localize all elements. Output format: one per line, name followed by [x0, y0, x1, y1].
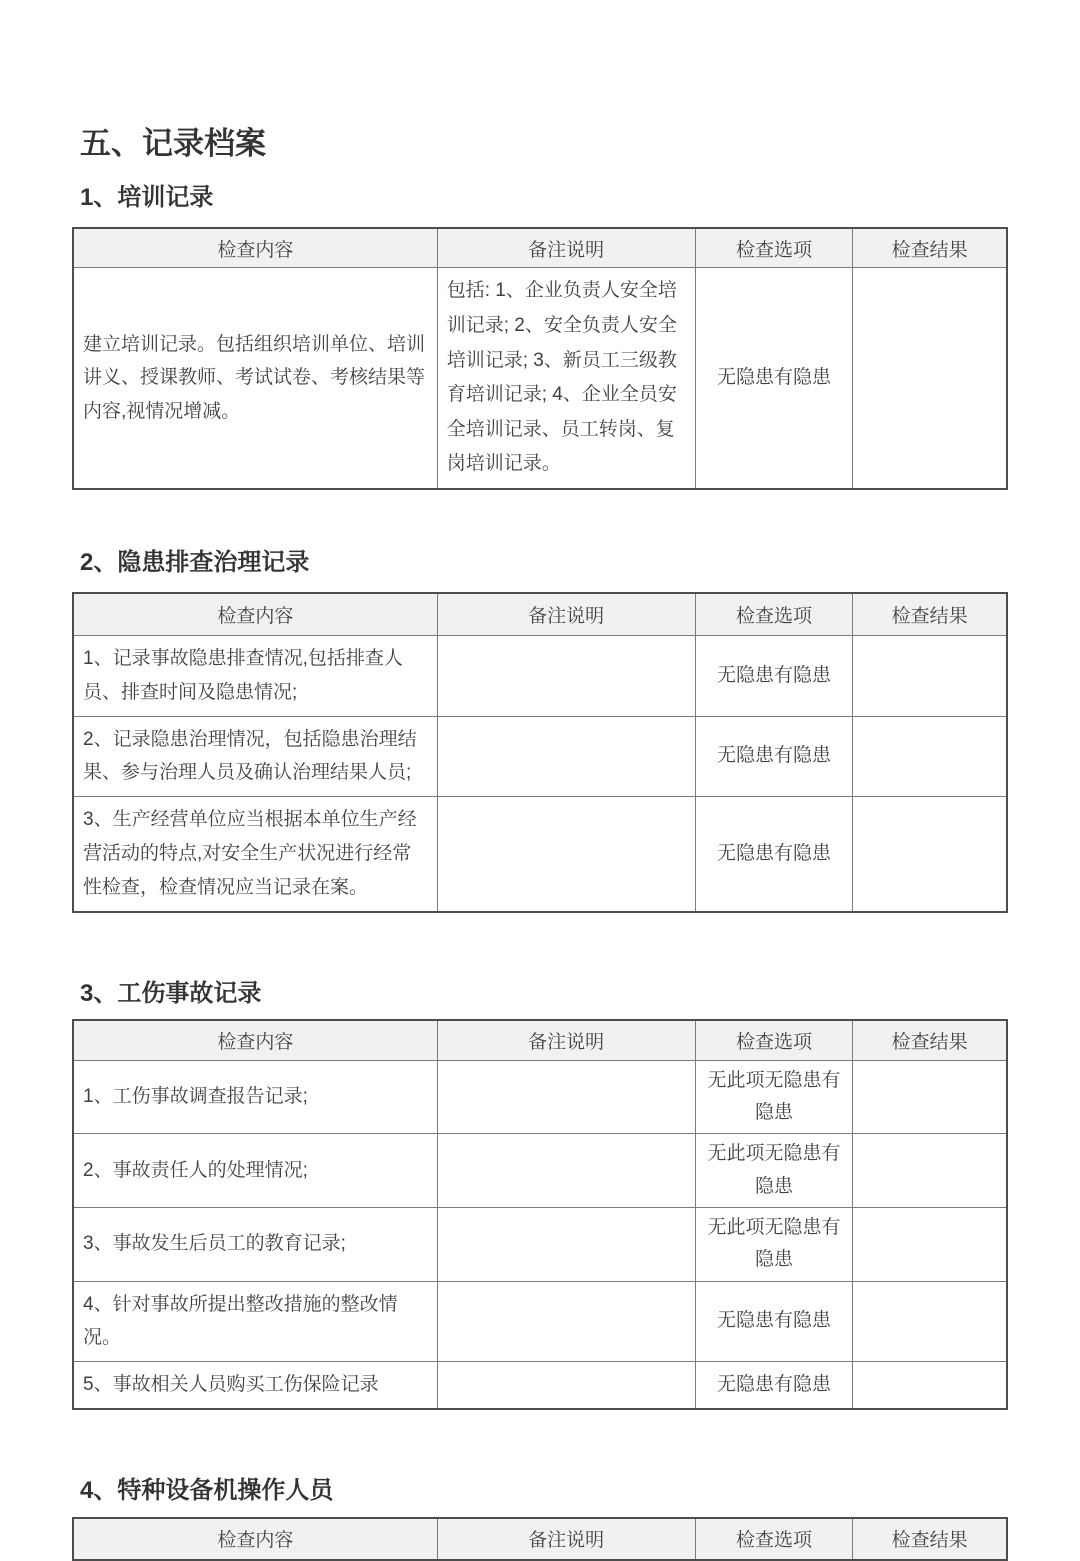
- cell-remarks: 包括: 1、企业负责人安全培训记录; 2、安全负责人安全培训记录; 3、新员工三级教育培训记录; 4、企业全员安全培训记录、员工转岗、复岗培训记录。: [437, 268, 695, 489]
- column-header-check-content: 检查内容: [73, 1020, 437, 1060]
- column-header-check-options: 检查选项: [695, 593, 853, 636]
- column-header-check-options: 检查选项: [695, 228, 853, 268]
- cell-check-content: 3、生产经营单位应当根据本单位生产经营活动的特点,对安全生产状况进行经常性检查，检查情况应当记录在案。: [73, 797, 437, 912]
- column-header-remarks: 备注说明: [437, 593, 695, 636]
- column-header-check-options: 检查选项: [695, 1518, 853, 1560]
- table-row: [73, 1208, 1007, 1282]
- table-header-row: [73, 228, 1007, 268]
- cell-check-options: 无此项无隐患有隐患: [695, 1060, 853, 1134]
- cell-check-result: [853, 1060, 1007, 1134]
- column-header-check-content: 检查内容: [73, 228, 437, 268]
- cell-check-options: 无隐患有隐患: [695, 268, 853, 489]
- cell-check-result: [853, 1134, 1007, 1208]
- cell-remarks: [437, 1060, 695, 1134]
- cell-check-content: 2、事故责任人的处理情况;: [73, 1134, 437, 1208]
- cell-check-content: 5、事故相关人员购买工伤保险记录: [73, 1362, 437, 1409]
- cell-remarks: [437, 797, 695, 912]
- cell-check-result: [853, 716, 1007, 797]
- cell-check-content: 1、记录事故隐患排查情况,包括排查人员、排查时间及隐患情况;: [73, 636, 437, 717]
- section-heading-training-records: 1、培训记录: [80, 184, 214, 212]
- table-row: [73, 716, 1007, 797]
- cell-check-result: [853, 1362, 1007, 1409]
- cell-check-content: 建立培训记录。包括组织培训单位、培训讲义、授课教师、考试试卷、考核结果等内容,视情况增减。: [73, 268, 437, 489]
- cell-check-content: 4、针对事故所提出整改措施的整改情况。: [73, 1281, 437, 1362]
- table-row: [73, 1134, 1007, 1208]
- page-title: 五、记录档案: [80, 126, 266, 161]
- cell-remarks: [437, 1362, 695, 1409]
- checklist-table-injury-records: [72, 1019, 1008, 1410]
- cell-remarks: [437, 1281, 695, 1362]
- cell-check-content: 2、记录隐患治理情况，包括隐患治理结果、参与治理人员及确认治理结果人员;: [73, 716, 437, 797]
- cell-check-result: [853, 268, 1007, 489]
- section-heading-special-equipment-operators: 4、特种设备机操作人员: [80, 1477, 334, 1505]
- cell-check-content: 3、事故发生后员工的教育记录;: [73, 1208, 437, 1282]
- column-header-remarks: 备注说明: [437, 1518, 695, 1560]
- table-row: [73, 797, 1007, 912]
- column-header-remarks: 备注说明: [437, 228, 695, 268]
- cell-check-result: [853, 797, 1007, 912]
- table-row: [73, 268, 1007, 489]
- table-row: [73, 1362, 1007, 1409]
- cell-check-options: 无隐患有隐患: [695, 797, 853, 912]
- cell-check-options: 无隐患有隐患: [695, 636, 853, 717]
- cell-check-result: [853, 636, 1007, 717]
- table-row: [73, 636, 1007, 717]
- cell-remarks: [437, 1134, 695, 1208]
- column-header-check-result: 检查结果: [853, 1518, 1007, 1560]
- column-header-check-options: 检查选项: [695, 1020, 853, 1060]
- section-heading-hazard-records: 2、隐患排查治理记录: [80, 548, 310, 576]
- cell-check-options: 无隐患有隐患: [695, 1281, 853, 1362]
- column-header-check-content: 检查内容: [73, 1518, 437, 1560]
- column-header-remarks: 备注说明: [437, 1020, 695, 1060]
- checklist-table-training-records: [72, 227, 1008, 490]
- column-header-check-result: 检查结果: [853, 593, 1007, 636]
- cell-check-options: 无此项无隐患有隐患: [695, 1134, 853, 1208]
- cell-check-options: 无隐患有隐患: [695, 716, 853, 797]
- cell-check-options: 无隐患有隐患: [695, 1362, 853, 1409]
- column-header-check-result: 检查结果: [853, 1020, 1007, 1060]
- cell-remarks: [437, 1208, 695, 1282]
- table-header-row: [73, 1020, 1007, 1060]
- table-row: [73, 1281, 1007, 1362]
- cell-remarks: [437, 636, 695, 717]
- table-header-row: [73, 1518, 1007, 1560]
- cell-check-result: [853, 1208, 1007, 1282]
- section-heading-injury-records: 3、工伤事故记录: [80, 979, 262, 1007]
- checklist-table-hazard-records: [72, 592, 1008, 913]
- checklist-table-special-equipment-operators: [72, 1517, 1008, 1561]
- table-header-row: [73, 593, 1007, 636]
- cell-check-content: 1、工伤事故调查报告记录;: [73, 1060, 437, 1134]
- column-header-check-content: 检查内容: [73, 593, 437, 636]
- column-header-check-result: 检查结果: [853, 228, 1007, 268]
- cell-check-result: [853, 1281, 1007, 1362]
- cell-remarks: [437, 716, 695, 797]
- document-content: [72, 0, 1008, 1561]
- cell-check-options: 无此项无隐患有隐患: [695, 1208, 853, 1282]
- table-row: [73, 1060, 1007, 1134]
